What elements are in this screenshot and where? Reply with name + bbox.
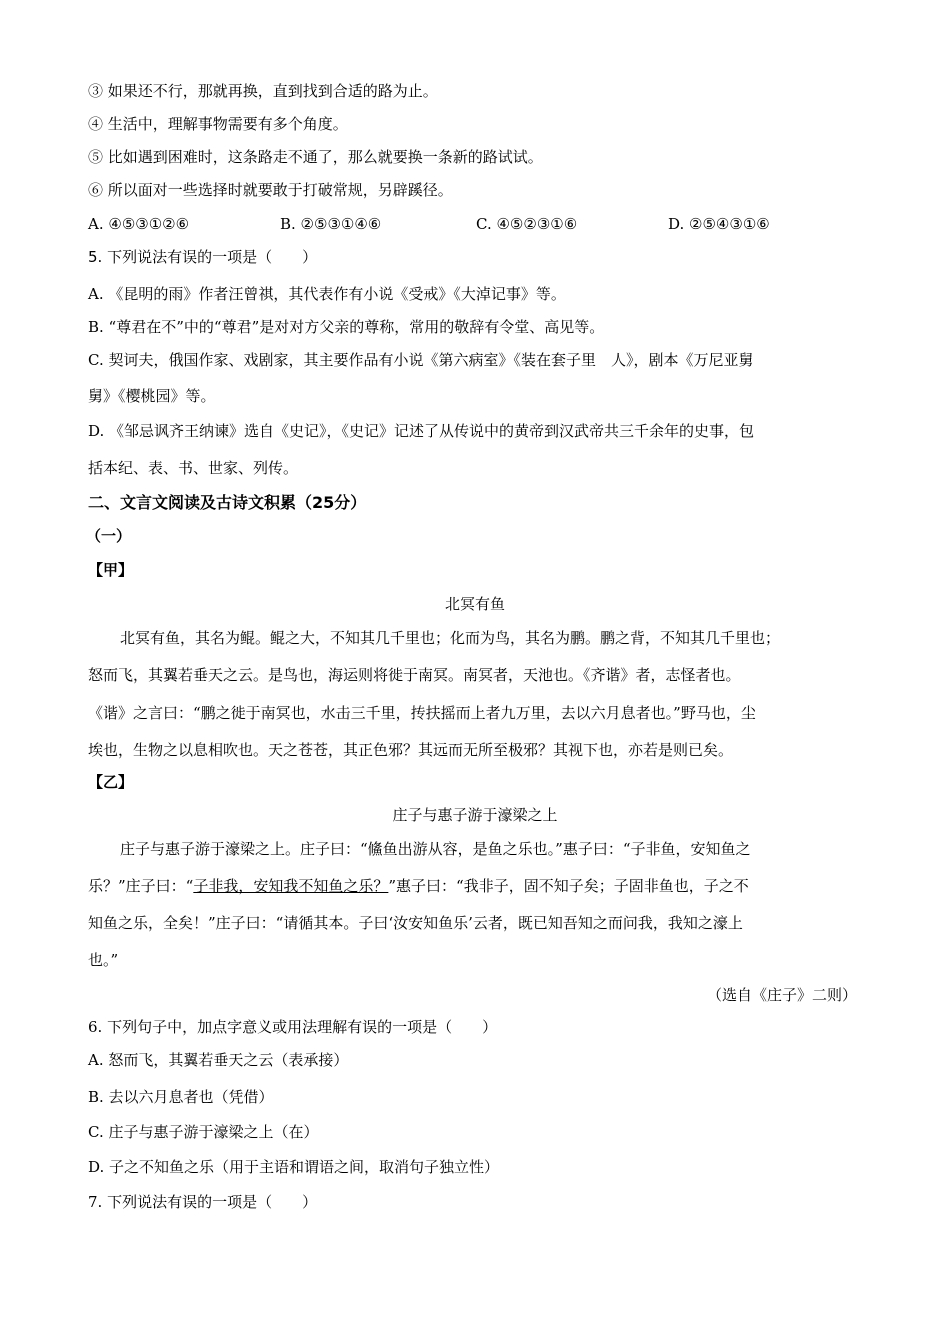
jia-line: 《谐》之言曰：“鹏之徙于南冥也，水击三千里，抟扶摇而上者九万里，去以六月息者也。”野马也，尘 (88, 704, 756, 722)
q5-option-c-line2: 舅》《樱桃园》等。 (88, 387, 216, 405)
q5-option-a: A. 《昆明的雨》作者汪曾祺，其代表作有小说《受戒》《大淖记事》等。 (88, 285, 566, 303)
ordering-option-b: B. ②⑤③①④⑥ (280, 215, 382, 233)
section-title: 二、文言文阅读及古诗文积累（25分） (88, 493, 367, 512)
q5-option-b: B. “尊君在不”中的“尊君”是对对方父亲的尊称，常用的敬辞有令堂、高见等。 (88, 318, 605, 336)
yi-line: 庄子与惠子游于濠梁之上。庄子曰：“鯈鱼出游从容，是鱼之乐也。”惠子曰：“子非鱼，安知鱼之 (120, 840, 751, 858)
yi-line-2-post: ”惠子曰：“我非子，固不知子矣；子固非鱼也，子之不 (388, 877, 749, 895)
q6-option-c: C. 庄子与惠子游于濠梁之上（在） (88, 1123, 319, 1141)
q5-option-d-line2: 括本纪、表、书、世家、列传。 (88, 459, 299, 477)
part-label: （一） (86, 527, 132, 545)
q6-option-b: B. 去以六月息者也（凭借） (88, 1088, 274, 1106)
yi-label: 【乙】 (88, 773, 134, 791)
q5-stem: 5. 下列说法有误的一项是（ ） (88, 248, 318, 266)
q6-option-d: D. 子之不知鱼之乐（用于主语和谓语之间，取消句子独立性） (88, 1158, 500, 1176)
jia-title: 北冥有鱼 (444, 595, 505, 613)
ordering-option-c: C. ④⑤②③①⑥ (476, 215, 578, 233)
q6-stem: 6. 下列句子中，加点字意义或用法理解有误的一项是（ ） (88, 1018, 498, 1036)
jia-line: 埃也，生物之以息相吹也。天之苍苍，其正色邪？其远而无所至极邪？其视下也，亦若是则已矣。 (88, 741, 734, 759)
q5-option-d-line1: D. 《邹忌讽齐王纳谏》选自《史记》，《史记》记述了从传说中的黄帝到汉武帝共三千余年的史事，包 (88, 422, 755, 440)
jia-line: 北冥有鱼，其名为鲲。鲲之大，不知其几千里也；化而为鸟，其名为鹏。鹏之背，不知其几千里也； (120, 629, 781, 647)
ordering-option-d: D. ②⑤④③①⑥ (668, 215, 770, 233)
q7-stem: 7. 下列说法有误的一项是（ ） (88, 1193, 318, 1211)
jia-line: 怒而飞，其翼若垂天之云。是鸟也，海运则将徙于南冥。南冥者，天池也。《齐谐》者，志怪者也。 (88, 666, 741, 684)
yi-title: 庄子与惠子游于濠梁之上 (392, 806, 558, 824)
ordering-item-4: ④ 生活中，理解事物需要有多个角度。 (88, 115, 348, 133)
yi-line-2-pre: 乐？”庄子曰：“ (88, 877, 194, 895)
ordering-item-3: ③ 如果还不行，那就再换，直到找到合适的路为止。 (88, 82, 438, 100)
ordering-item-5: ⑤ 比如遇到困难时，这条路走不通了，那么就要换一条新的路试试。 (88, 148, 543, 166)
yi-line-2 (88, 876, 749, 896)
yi-line: 也。” (88, 951, 119, 969)
underlined-sentence: 子非我，安知我不知鱼之乐？ (193, 877, 389, 895)
q6-option-a: A. 怒而飞，其翼若垂天之云（表承接） (88, 1051, 349, 1069)
source-note: （选自《庄子》二则） (706, 986, 857, 1004)
jia-label: 【甲】 (88, 561, 134, 579)
ordering-item-6: ⑥ 所以面对一些选择时就要敢于打破常规，另辟蹊径。 (88, 181, 453, 199)
yi-line: 知鱼之乐，全矣！”庄子曰：“请循其本。子曰‘汝安知鱼乐’云者，既已知吾知之而问我，我知之濠上 (88, 914, 743, 932)
ordering-option-a: A. ④⑤③①②⑥ (88, 215, 190, 233)
q5-option-c-line1: C. 契诃夫，俄国作家、戏剧家，其主要作品有小说《第六病室》《装在套子里 人》，剧本《万尼亚舅 (88, 351, 754, 369)
